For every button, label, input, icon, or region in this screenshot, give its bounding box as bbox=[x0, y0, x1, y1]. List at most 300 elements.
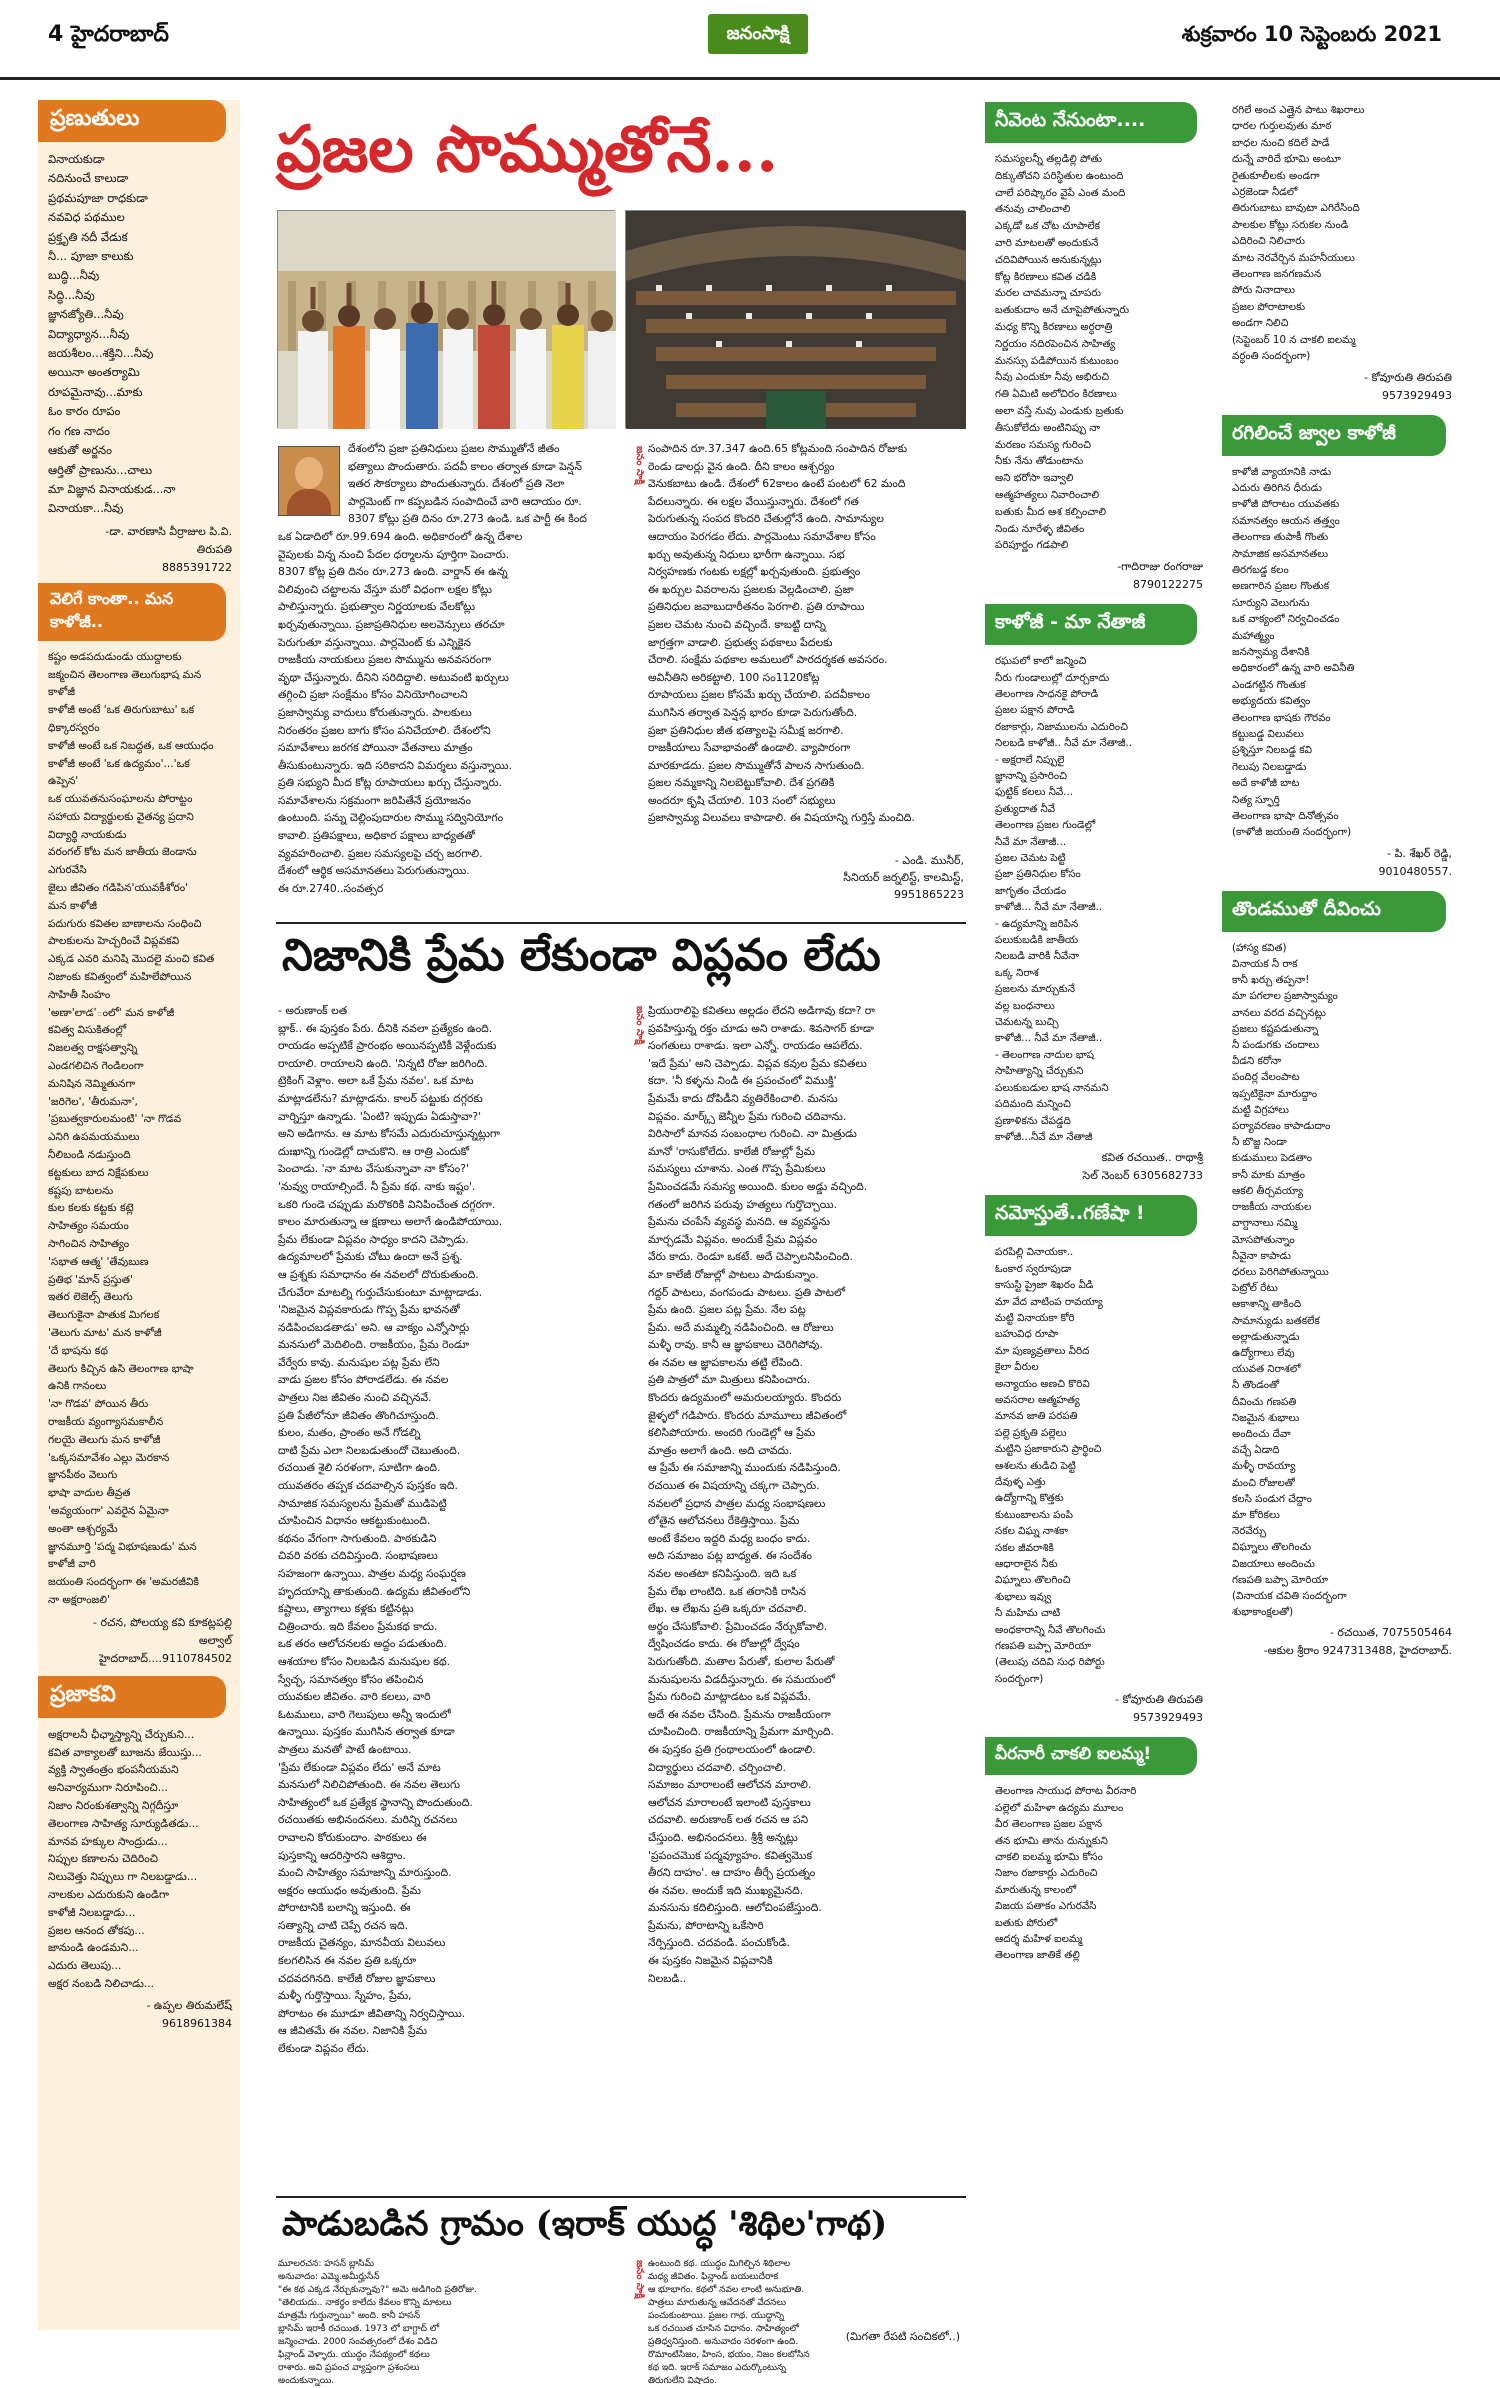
poem-line: 'తెలుగు మాట' మన కాళోజీ bbox=[48, 1327, 162, 1339]
article-line: సంపాదిన రూ.37.347 ఉంది.65 కోట్లమంది సంపాదిన రోజుకు bbox=[648, 442, 908, 455]
article-line: యువతరం తప్పక చదవాల్సిన పుస్తకం ఇది. bbox=[278, 1479, 458, 1493]
article-line: 'నిజమైన విప్లవకారుడు గొప్ప ప్రేమ భావనతో bbox=[278, 1303, 460, 1317]
poem-line: తిరగబడ్డ కలం bbox=[1232, 563, 1289, 576]
poem-line: నిలబడి కాళోజీ.. నీవే మా నేతాజీ.. bbox=[995, 737, 1133, 750]
poem-line: నీవైనా కాపాడు bbox=[1232, 1249, 1291, 1262]
issue-date: శుక్రవారం 10 సెప్టెంబరు 2021 bbox=[1181, 22, 1442, 46]
poem-line: - అక్షరాలే నిప్పులై bbox=[995, 753, 1065, 766]
article-line: చివరి వరకు చదివిస్తుంది. సంభాషణలు bbox=[278, 1549, 438, 1563]
signature-line: -ఆకుల శ్రీరాం 9247313488, హైదరాబాద్. bbox=[1263, 1644, 1452, 1658]
article-line: చేరాలి. సంక్షేమ పథకాల అమలులో పారదర్శకత అవసరం. bbox=[648, 653, 888, 667]
poem-line: తెలంగాణ భాషకు గౌరవం bbox=[1232, 711, 1331, 724]
article-line: ఈ పుస్తకం నిజమైన విప్లవానికి bbox=[648, 1954, 773, 1968]
article-line: 'నువ్వు రాయాల్సిందే. నీ ప్రేమ కథ. నాకు ఇష్టం'. bbox=[278, 1179, 476, 1193]
article-headline: పాడుబడిన గ్రామం (ఇరాక్ యుద్ధ 'శిథిల'గాథ) bbox=[282, 2204, 888, 2244]
signature-line: - కోవూరుతి తిరుపతి bbox=[1364, 370, 1452, 384]
section-heading: వీరనారీ చాకలి ఐలమ్మ! bbox=[985, 1737, 1197, 1775]
poem-line: దిక్కుతోచని పరిస్థితుల ఉంటుంది bbox=[995, 169, 1124, 182]
poem-line: ఎగురవేసి bbox=[48, 864, 87, 877]
article-line: చేస్తుంది. అభినందనలు. శ్రీశ్రీ అన్నట్లు bbox=[648, 1830, 798, 1844]
signature-line: -డా. వారణాసి వీర్రాజుల పి.వి. bbox=[105, 524, 232, 538]
article-line: ప్రేమించడమే సమస్య అయింది. కులం అడ్డు వచ్చింది. bbox=[648, 1179, 868, 1193]
article-signature bbox=[700, 852, 964, 903]
poem-line: సహాయ విద్యార్థులకు వైతన్య ప్రదాని bbox=[48, 810, 194, 823]
article-line: కలగలిసిన ఈ నవల ప్రతి ఒక్కరూ bbox=[278, 1954, 417, 1968]
article-line: ఖర్చవుతున్నాయి. ప్రజాప్రతినిధుల అలవెన్సులు తరచూ bbox=[278, 617, 505, 631]
article-line: ఒక రచయిత చూసిన విధానం. సాహిత్యంలో bbox=[648, 2324, 799, 2334]
poem-line: రూపమైనావు...మాకు bbox=[48, 384, 143, 399]
poem-line: మళ్ళీ రావయ్యా bbox=[1232, 1460, 1296, 1473]
article-line: జాగ్రత్తగా వాడాలి. ప్రభుత్వ పథకాలు పేదలకు bbox=[648, 635, 833, 649]
poem-line: (హాస్య కవిత) bbox=[1232, 941, 1287, 954]
poem-line: బతుకుదాం అనే చూపైపోతున్నారు bbox=[995, 304, 1130, 317]
poem-line: కాళోజీ bbox=[48, 686, 75, 699]
poem-line: మానవ హక్కుల సాంద్రుడు... bbox=[48, 1834, 168, 1848]
poem-line: చదివిపోయిన అనుకున్నట్లు bbox=[995, 253, 1102, 266]
poem-line: గణపతి బప్పా మోరియా bbox=[1232, 1573, 1329, 1586]
poem-line: బహువిధ రూపా bbox=[995, 1328, 1059, 1341]
article-line: 'ప్రపంచమొక పద్మవ్యూహం. కవిత్వమొక bbox=[648, 1848, 813, 1862]
poem-line: నీ పండుగకు చందాలు bbox=[1232, 1039, 1320, 1052]
poem-line: మధ్య కొన్ని కిరణాలు అర్ధరాత్రి bbox=[995, 320, 1113, 333]
poem-line: దున్నే వారిదే భూమి అంటూ bbox=[1232, 153, 1341, 166]
poem-line: సాహిత్యాన్ని చేర్చుకుని bbox=[995, 1065, 1084, 1078]
poem-line: నీ... పూజా కాలుకు bbox=[48, 249, 134, 264]
poem-line: మంచి రోజులతో bbox=[1232, 1476, 1295, 1489]
article-line: కలిసిపోయారు. అందరి గుండెల్లో ఆ ప్రేమ bbox=[648, 1426, 816, 1440]
poem-line: విఘ్నాలు తొలగించు bbox=[1232, 1541, 1312, 1554]
article-line: మాట్లాడలేను? మాట్లాడను. కాలర్ పట్టుకు దగ్గరకు bbox=[278, 1091, 483, 1105]
poem-line: వారి మాటలతో అందుకునే bbox=[995, 236, 1099, 249]
article-line: మా కాలేజీ రోజుల్లో పాటలు పాడుకున్నాం. bbox=[648, 1267, 819, 1281]
poem-line: శుభాలు ఇవ్వు bbox=[995, 1590, 1052, 1603]
poem-signature bbox=[38, 1997, 240, 2033]
poem-line: ఆదర్శ మహిళ ఐలమ్మ bbox=[995, 1932, 1083, 1945]
poem-line: కానీ మాకు మాత్రం bbox=[1232, 1168, 1306, 1181]
poem-line: 'నా గొడవ' పోయిన తీరు bbox=[48, 1398, 149, 1411]
signature-line: తిరుపతి bbox=[196, 542, 232, 556]
poem-body bbox=[985, 1775, 1211, 1967]
poem-line: మా పుణ్యవ్రతాలు వీరిద bbox=[995, 1344, 1090, 1357]
newspaper-logo: జనంసాక్షి bbox=[708, 14, 808, 54]
poem-line: ఎక్కడ ఎవరి మనిషి మొదలై మంచి కవిత bbox=[48, 953, 215, 966]
column-label: జనం సాక్షి bbox=[634, 2260, 645, 2299]
poem-line: తిరుగుబాటు బావుటా ఎగిరేసింది bbox=[1232, 202, 1360, 215]
article-line: చదవాలి. అరుణాంక్ లత రచన ఆ పని bbox=[648, 1813, 809, 1827]
poem-line: నీరు గుండాలుల్లో దూర్చకాదు bbox=[995, 671, 1110, 684]
article-line: ఆదాయం పెరగడం లేదు. పార్లమెంటు సమావేశాల కోసం bbox=[648, 529, 876, 543]
article-line: పెరుగుతూ వస్తున్నాయి. పార్లమెంట్ కు ఎన్నికైన bbox=[278, 635, 471, 649]
poem-line: 'జరిగెల', 'తీరుమనా', bbox=[48, 1095, 138, 1108]
article-line: విరిసాలో మానవ సంబంధాల గురించి. నా మిత్రుడు bbox=[648, 1127, 857, 1141]
column-label: జనం సాక్షి bbox=[634, 1006, 645, 1045]
article-line: చిత్రించారు. ఇది కేవలం ప్రేమకథ కాదు. bbox=[278, 1619, 438, 1633]
poem-line: అధికారంలో ఉన్న వారి అవినీతి bbox=[1232, 662, 1355, 675]
article-line: సాహిత్యంలో ఒక ప్రత్యేక స్థానాన్ని పొందుతుంది. bbox=[278, 1795, 473, 1809]
poem-line: అక్షరాలనీ ఛీఛ్మాస్త్యాన్ని చేర్చుకుని... bbox=[48, 1727, 195, 1741]
poem-line: తెలంగాణ జాతికే తల్లి bbox=[995, 1949, 1080, 1962]
poem-line: ఇతర లెజెల్స్ తెలుగు bbox=[48, 1291, 133, 1304]
poem-line: ఎదురు తిరిగిన ధీరుడు bbox=[1232, 481, 1322, 494]
article-line: ప్రేమ లేకుండా విప్లవం సాధ్యం కాదని చెప్పాడు. bbox=[278, 1232, 469, 1246]
poem-line: 'ప్రబుత్వకారులమంటి' 'నా గొడవ bbox=[48, 1113, 182, 1126]
article-line: చూపించింది. రాజకీయాన్ని ప్రేమగా మార్చింది. bbox=[648, 1725, 834, 1739]
parliament-photo bbox=[277, 210, 615, 428]
poem-line: నిర్ణయం నదిరపెంచిన సాహిత్య bbox=[995, 337, 1116, 350]
poem-body bbox=[985, 1236, 1211, 1691]
poem-line: అంధకారాన్ని నీవే తొలగించు bbox=[995, 1623, 1106, 1636]
article-line: రెండు డాలర్లు వైన ఉంది. దీని కాలం ఆశ్చర్యం bbox=[648, 459, 835, 473]
poem-line: ఉద్యోగాలు లేవు bbox=[1232, 1346, 1295, 1359]
article-line: మాత్రమే గుర్తున్నాయి" అంది. కానీ హసన్ bbox=[278, 2311, 421, 2321]
poem-line: రఘపలో కాలో జన్మించి bbox=[995, 655, 1087, 668]
article-line: దుఃఖాన్ని గుండెల్లో దాచుకొని. ఆ రాత్రి ఎందుకో bbox=[278, 1144, 470, 1158]
poem-line: నిజమైన శుభాలు bbox=[1232, 1411, 1300, 1424]
article-line: కదా. 'నీ కళ్ళను నిండి ఈ ప్రపంచంలో విముక్తి' bbox=[648, 1074, 837, 1088]
poem-line: సామాన్యుడు బతకలేక bbox=[1232, 1314, 1320, 1327]
article-line: ప్రేమమే కాదు దోపిడీని వ్యతిరేకించాలి. మనసు bbox=[648, 1091, 838, 1105]
poem-line: ఎండగలిచిన గెండిలంగా bbox=[48, 1060, 144, 1073]
article-line: పాలిస్తున్నారు. ప్రభుత్వాల నిర్ణయాలకు వేలకోట్లు bbox=[278, 600, 476, 614]
poem-body bbox=[38, 1718, 240, 1997]
poem-line: నిజాం రజాకార్లు ఎదురించి bbox=[995, 1867, 1098, 1880]
poem-line: గణపతి బప్పా మోరియా bbox=[995, 1640, 1092, 1653]
right-column-1 bbox=[985, 102, 1211, 2330]
article-line: పాత్రలు మనతో పాటే ఉంటాయి. bbox=[278, 1742, 412, 1756]
article-line: లేకుండా విప్లవం లేదు. bbox=[278, 2042, 370, 2056]
poem-line: మా కోరికలు bbox=[1232, 1508, 1280, 1521]
signature-line: - రచన, పోలయ్య కవి కూకట్లపల్లి bbox=[93, 1615, 232, 1629]
article-line: పాత్రలు మారుతున్న ఆవేదనతో వేదనలు bbox=[648, 2298, 786, 2308]
poem-line: 'దే భాషను కథ bbox=[48, 1344, 108, 1357]
poem-body bbox=[985, 645, 1211, 1149]
poem-line: మట్టిని ప్రజాకారుని ప్రార్థించి bbox=[995, 1443, 1102, 1456]
section-heading: నీవెంట నేనుంటా.... bbox=[985, 102, 1197, 143]
poem-line: ఎక్కడో ఒక చోట చూపాలేక bbox=[995, 220, 1101, 233]
poem-line: తెలంగాణ జనగణమన bbox=[1232, 268, 1322, 281]
poem-line: ప్రత్యుదాత నీవే bbox=[995, 802, 1056, 815]
poem-line: నవవిధ పథముల bbox=[48, 210, 125, 225]
section-heading: వెలిగే కాంతా.. మన కాళోజీ.. bbox=[38, 583, 226, 641]
poem-line: దేవుళ్ళ ఎత్తు bbox=[995, 1476, 1046, 1488]
article-headline: ప్రజల సొమ్ముతోనే... bbox=[276, 112, 779, 187]
article-line: కథనం వేగంగా సాగుతుంది. పాఠకుడిని bbox=[278, 1531, 437, 1545]
poem-line: తెలంగాణ సాధనకై పోరాడి bbox=[995, 687, 1099, 700]
poem-line: సమస్యలన్నీ తల్లడిల్లి పోతు bbox=[995, 153, 1103, 165]
article-line: కష్టాలు, త్యాగాలు కళ్లకు కట్టినట్లు bbox=[278, 1602, 414, 1616]
article-line: ఆ భూభాగం. కథలో నవల లాంటి అనుభూతి. bbox=[648, 2285, 805, 2295]
poem-line: నిత్య స్ఫూర్తి bbox=[1232, 793, 1280, 806]
poem-line: ఆర్తితో ప్రాణును...చాలు bbox=[48, 462, 153, 477]
article-line: మార్చడమే విప్లవం. అందుకే ప్రేమ విప్లవం bbox=[648, 1232, 818, 1246]
article-line: ఆ ప్రశ్నకు సమాధానం ఈ నవలలో దొరుకుతుంది. bbox=[278, 1267, 479, 1281]
article-line: పెరుగుతోంది. మతాల పేరుతో, కులాల పేరుతో bbox=[648, 1654, 835, 1668]
article-line: ఈ రూ.2740..సంవత్సర bbox=[278, 881, 384, 895]
signature-line: - కోవూరుతి తిరుపతి bbox=[1115, 1693, 1203, 1707]
poem-line: ధిక్కారస్వరం bbox=[48, 721, 100, 734]
poem-line: ఒక్క నిరాశ bbox=[995, 966, 1039, 979]
poem-line: వినాయక నీ రాక bbox=[1232, 958, 1298, 971]
signature-line: 9010480557. bbox=[1378, 864, 1452, 878]
poem-line: పర్యావరణం కాపాడుదాం bbox=[1232, 1120, 1331, 1133]
article-line: నిరంతరం ప్రజల బాగు కోసం పనిచేయాలి. దేశంలోని bbox=[278, 723, 491, 737]
poem-line: సందర్భంగా) bbox=[995, 1672, 1044, 1685]
poem-line: (తెలుపు చదివి సుధ రిపోర్టు bbox=[995, 1656, 1105, 1669]
poem-line: పాలకులను హెచ్చరించే విప్లవకవి bbox=[48, 935, 180, 948]
poem-line: ఎర్రజెండా నీడలో bbox=[1232, 186, 1298, 199]
article-line: మారకూడదు. ప్రజల సొమ్ముతోనే పాలన సాగుతుంది. bbox=[648, 758, 865, 772]
article-line: మాత్రం అలాగే ఉంది. అది చావదు. bbox=[648, 1443, 793, 1457]
poem-line: చాలే పరిష్కారం వైపే ఎంత మంది bbox=[995, 186, 1126, 199]
poem-body bbox=[1222, 102, 1460, 369]
article-line: ప్రతి పాత్రలో మా మిత్రులు కనిపించారు. bbox=[648, 1373, 811, 1387]
poem-line: పల్లె ప్రకృతి పల్లెలు bbox=[995, 1426, 1067, 1439]
poem-line: మా వేద వాటింప రావయ్యా bbox=[995, 1295, 1103, 1308]
poem-line: పరిపూర్ణం గడపాలి bbox=[995, 539, 1069, 552]
article-line: పార్లమెంట్ గా కప్పబడిన సంపాదించే వారి ఆదాయం రూ. bbox=[348, 494, 582, 508]
article-line: ఖర్చు అవుతున్న నిధులు భారీగా ఉన్నాయి. సభ bbox=[648, 547, 845, 561]
poem-line: రజాకార్లు, నిజాములను ఎదురించి bbox=[995, 720, 1128, 733]
article-line: వైపులకు విన్న నుంచి పేదల ధర్మాలను పూర్తిగా పెంచారు. bbox=[278, 547, 510, 561]
poem-line: కోట్ల కిరణాలు కవిత చడికి bbox=[995, 270, 1097, 283]
poem-line: తనువు చాలించాలి bbox=[995, 203, 1071, 216]
article-line: సంగతులు రాశాడు. ఇలా ఎన్నో. రాయడం ఆపలేదు. bbox=[648, 1039, 863, 1053]
poem-line: జయంతి సందర్భంగా ఈ 'అమరజీవికి bbox=[48, 1576, 199, 1589]
poem-line: రాజకీయ వ్యంగ్యాసమకాలీన bbox=[48, 1415, 164, 1428]
article-line: రాయాలి. రాయాలని ఉంది. 'నిన్నటి రోజు జరిగింది. bbox=[278, 1056, 488, 1070]
article-line: ఫిన్లాండ్ వెళ్ళారు. యుద్ధం నేపథ్యంలో కథలు bbox=[278, 2350, 430, 2360]
poem-line: ఉనికి గానంలు bbox=[48, 1380, 107, 1393]
article-line: దేశంలోని ప్రజా ప్రతినిధులు ప్రజల సొమ్ముతోనే జీతం bbox=[348, 442, 560, 455]
poem-line: కుడుములు పెడతాం bbox=[1232, 1152, 1313, 1165]
poem-line: ఎనిగి ఉపమయములు bbox=[48, 1131, 140, 1144]
article-line: నవల అంతటా కనిపిస్తుంది. ఇది ఒక bbox=[648, 1567, 797, 1580]
section-heading: కాళోజీ - మా నేతాజీ bbox=[985, 604, 1197, 645]
continued-note: (మిగతా రేపటి సంచికలో..) bbox=[845, 2330, 960, 2343]
poem-body bbox=[1222, 456, 1460, 845]
article-line: పోరాటానికి బలాన్ని ఇస్తుంది. ఈ bbox=[278, 1901, 411, 1915]
poem-line: తన భూమి తాను దున్నుకుని bbox=[995, 1834, 1108, 1847]
signature-line: సీనియర్ జర్నలిస్ట్, కాలమిస్ట్, bbox=[843, 871, 964, 884]
poem-line: సాహిత్యం సమయం bbox=[48, 1220, 129, 1233]
article-line: తీసుకుంటున్నారు. ఇది సరికాదని విమర్శలు వస్తున్నాయి. bbox=[278, 758, 513, 772]
article-line: రచయితకు అభినందనలు. మరిన్ని రచనలు bbox=[278, 1813, 458, 1827]
poem-body bbox=[1222, 932, 1460, 1625]
poem-line: - తెలంగాణ నాదుల భాష bbox=[995, 1048, 1094, 1061]
poem-line: రైతుకూలీలకు అండగా bbox=[1232, 169, 1320, 182]
signature-line: -గాదిరాజు రంగరాజు bbox=[1117, 560, 1203, 574]
article-line: ప్రతిధ్వనిస్తుంది. అనువాదం సరళంగా ఉంది. bbox=[648, 2337, 799, 2347]
article-line: ఈ నవల. అందుకే ఇది ముఖ్యమైనది. bbox=[648, 1883, 804, 1897]
article-line: జన్మించాడు. 2000 సంవత్సరంలో దేశం విడిచి bbox=[278, 2337, 438, 2347]
poem-line: పందిర్ల వేలంపాట bbox=[1232, 1071, 1300, 1084]
left-column bbox=[38, 100, 240, 2330]
article-line: ఆశయాల కోసం నిలబడిన మనుషుల కథ. bbox=[278, 1654, 451, 1668]
poem-signature bbox=[985, 558, 1211, 594]
poem-line: జ్ఞానమూర్తి 'పద్మ విభూషణుడు' మన bbox=[48, 1540, 197, 1553]
poem-signature bbox=[1222, 369, 1460, 405]
article-line: ఆ ప్రేమే ఈ సమాజాన్ని ముందుకు నడిపిస్తుంది. bbox=[648, 1461, 841, 1475]
poem-line: వినాయకా...నీవు bbox=[48, 501, 124, 516]
poem-line: కానీ ఖర్చు తప్పనా! bbox=[1232, 974, 1310, 987]
article-line: అంటే కేవలం ఇద్దరి మధ్య బంధం కాదు. bbox=[648, 1531, 811, 1545]
poem-line: పల్లెలో మహిళా ఉద్యమ మూలం bbox=[995, 1801, 1124, 1814]
poem-line: నిలబడి వారికి నీవేనా bbox=[995, 950, 1079, 963]
poem-line: ఒక యువతనుసంఘాలను పోరాట్టం bbox=[48, 793, 193, 806]
article-line: రాజకీయ నాయకులు ప్రజల సొమ్మును అనవసరంగా bbox=[278, 653, 492, 667]
poem-line: వచ్చే ఏడాది bbox=[1232, 1444, 1280, 1457]
article-line: ట్రెకింగ్ వెళ్లాం. అలా ఒకే ప్రేమ నవల'. ఒక మాట bbox=[278, 1074, 474, 1088]
article-line: ఒక తరం ఆలోచనలకు అద్దం పడుతుంది. bbox=[278, 1637, 447, 1651]
article-line: ప్రతి సభ్యుని మీద కోట్ల రూపాయలు ఖర్చు చేస్తున్నారు. bbox=[278, 776, 503, 790]
article-line: ఈ పుస్తకం ప్రతి గ్రంథాలయంలో ఉండాలి. bbox=[648, 1742, 816, 1756]
poem-line: జాగృతం చేయడం bbox=[995, 884, 1067, 897]
poem-line: మట్టి వినాయకా కోరి bbox=[995, 1311, 1075, 1324]
poem-line: అందించు దేవా bbox=[1232, 1427, 1291, 1440]
article-line: విలివుంచి చట్టాలను వేస్తూ మరో విధంగా లక్షల కోట్లు bbox=[278, 582, 492, 596]
article-line: ప్రేమ. అదే మమ్మల్ని నడిపించింది. ఆ రోజులు bbox=[648, 1320, 834, 1334]
article-line: స్వేచ్ఛ, సమానత్వం కోసం తపించిన bbox=[278, 1672, 424, 1686]
poem-line: ధరలు పెరిగిపోతున్నాయి bbox=[1232, 1265, 1329, 1278]
article-body bbox=[648, 440, 966, 840]
article-line: కులం, మతం, ప్రాంతం అనే గోడల్ని bbox=[278, 1426, 421, 1440]
poem-line: ప్రజల ఆనంద తోకపు... bbox=[48, 1923, 145, 1937]
poem-line: ధారల గుర్తులవుతు మాఠ bbox=[1232, 120, 1332, 133]
poem-line: వర్ధంతి సందర్భంగా) bbox=[1232, 350, 1311, 363]
article-line: వ్యవహరించాలి. ప్రజల సమస్యలపై చర్చ జరగాలి. bbox=[278, 846, 483, 860]
poem-line: జ్ఞానజ్యోతి...నీవు bbox=[48, 307, 124, 322]
article-line: ఉద్యమాలలో ప్రేమకు చోటు ఉందా అనే ప్రశ్న. bbox=[278, 1250, 463, 1264]
article-line: ఉంటుంది. పన్ను చెల్లింపుదారుల సొమ్ము సద్వినియోగం bbox=[278, 811, 504, 825]
poem-signature bbox=[1222, 845, 1460, 881]
poem-line: నాలకుల ఎదురుకుని ఉండిగా bbox=[48, 1887, 169, 1901]
poem-line: సాగించిన సాహిత్యం bbox=[48, 1238, 130, 1251]
poem-line: జ్ఞానాన్ని ప్రసారించి bbox=[995, 769, 1067, 782]
poem-line: జానుండి ఉండమని... bbox=[48, 1941, 139, 1955]
article-line: రాశారు. అవి ప్రపంచ వ్యాప్తంగా ప్రశంసలు bbox=[278, 2363, 420, 2373]
article-line: ప్రజా ప్రతినిధుల జీత భత్యాలపై సమీక్ష జరగాలి. bbox=[648, 723, 844, 737]
article-line: రాజకీయ చైతన్యం, మానవీయ విలువలు bbox=[278, 1936, 446, 1950]
poem-line: వల్ల బంధనాలు bbox=[995, 999, 1055, 1012]
article-line: 'ప్రేమ లేకుండా విప్లవం లేదు' అనే మాట bbox=[278, 1760, 441, 1774]
article-line: అందుకున్నాయి. bbox=[278, 2376, 335, 2386]
signature-line: 8885391722 bbox=[162, 560, 232, 574]
article-body bbox=[278, 440, 618, 910]
article-line: లోతైన ఆలోచనలు రేకెత్తిస్తాయి. ప్రేమ bbox=[648, 1514, 800, 1528]
article-line: అదే ఈ నవల చేసింది. ప్రేమను రాజకీయంగా bbox=[648, 1707, 831, 1721]
poem-line: పదిమంది మన్నించి bbox=[995, 1098, 1071, 1111]
poem-line: కవిత వాక్యాలతో బూజను జేయిస్తు... bbox=[48, 1745, 202, 1759]
poem-line: గెలుపు నిలబడ్డాడు bbox=[1232, 760, 1307, 773]
poem-line: మా విజ్ఞాన వినాయకుడ...నా bbox=[48, 481, 176, 496]
poem-line: భాషా వాదుల తీవ్రత bbox=[48, 1487, 131, 1500]
article-line: 8307 కోట్ల ప్రతి దినం రూ.273 ఉంది. వార్డాన్ ఈ ఉన్న bbox=[278, 565, 508, 579]
poem-line: వీడని కరోనా bbox=[1232, 1055, 1282, 1068]
poem-line: జైలు జీవితం గడిపిన'యువకీశోరం' bbox=[48, 882, 189, 895]
poem-line: కాసుస్టి ప్రైజా శిఖరం వీడి bbox=[995, 1279, 1094, 1292]
signature-line: హైదరాబాద్....9110784502 bbox=[99, 1651, 232, 1665]
signature-line: - రచయిత, 7075505464 bbox=[1329, 1626, 1452, 1640]
right-column-2 bbox=[1222, 102, 1460, 2330]
poem-signature bbox=[985, 1149, 1211, 1185]
poem-line: సూర్యుని వెలుగును bbox=[1232, 596, 1310, 609]
poem-line: ప్రణాళికను చేపడ్డది bbox=[995, 1114, 1071, 1127]
article-line: వృథా చేస్తున్నారు. దీనిని సరిదిద్దాలి. అటువంటి ఖర్చులు bbox=[278, 670, 509, 684]
page-header bbox=[0, 0, 1500, 80]
poem-line: కాళోజీ పోరాటం యువతకు bbox=[1232, 498, 1340, 511]
article-line: పోరాటం ఈ మూడూ జీవితాన్ని నిర్వచిస్తాయి. bbox=[278, 2006, 466, 2020]
poem-line: ఓంకార స్వరూపుడా bbox=[995, 1262, 1072, 1275]
article-line: లేఖ. ఆ లేఖను ప్రతి ఒక్కరూ చదవాలి. bbox=[648, 1602, 807, 1616]
poem-line: యువత నిరాశలో bbox=[1232, 1363, 1301, 1376]
poem-line: వరంగల్ కోట మన జాతీయ జెండాను bbox=[48, 846, 197, 859]
poem-line: కష్టం అడపదుడుండు యుద్దాలకు bbox=[48, 650, 182, 663]
article-line: వేర్వేరు కావు. మనుషుల పట్ల ప్రేమ లేని bbox=[278, 1355, 440, 1369]
poem-line: అల్లాడుతున్నాడు bbox=[1232, 1330, 1300, 1343]
poem-line: నిజాం నిరంకుశత్వాన్ని నిగ్గదీస్తూ bbox=[48, 1798, 179, 1812]
article-line: ఒకరి గుండె చప్పుడు మరొకరికి వినిపించేంత దగ్గరగా. bbox=[278, 1197, 496, 1211]
article-line: "ఈ కథ ఎక్కడ నేర్చుకున్నావు?" అమె అడిగింది ప్రతిరోజు. bbox=[278, 2285, 477, 2295]
article-line: అందరూ కృషి చేయాలి. 103 సంలో సభ్యులు bbox=[648, 793, 836, 807]
signature-line: 9618961384 bbox=[162, 2016, 232, 2030]
poem-line: ప్రజలు కష్టపడుతున్నా bbox=[1232, 1022, 1319, 1035]
article-line: కావాలి. ప్రతిపక్షాలు, అధికార పక్షాలు బాధ్యతతో bbox=[278, 829, 475, 843]
article-line: "తెలియదు.. నాకర్థం కాలేదు కేవలం కొన్ని మాటలు bbox=[278, 2298, 452, 2308]
article-line: మూలరచన: హసన్ బ్లాసిమ్ bbox=[278, 2259, 375, 2269]
poem-body bbox=[38, 142, 240, 523]
poem-line: నీ బొజ్జ నిండా bbox=[1232, 1136, 1287, 1149]
poem-line: అనివార్యముగా నిరూపించి... bbox=[48, 1781, 168, 1795]
article-headline: నిజానికి ప్రేమ లేకుండా విప్లవం లేదు bbox=[282, 930, 881, 981]
poem-line: మాట నెరవేర్చిన మహనీయులు bbox=[1232, 251, 1355, 264]
poem-line: ప్రథమపూజా రాధకుడా bbox=[48, 190, 148, 205]
poem-line: చెమటన్న బుచ్చి bbox=[995, 1016, 1059, 1029]
article-line: సమాజం మారాలంటే ఆలోచన మారాలి. bbox=[648, 1778, 812, 1792]
signature-line: కవిత రచయిత.. రాథాశ్రీ bbox=[1101, 1151, 1203, 1165]
poem-line: 'సభాత ఆత్మ' 'తేవుబుణ bbox=[48, 1255, 149, 1268]
article-line: ఆ జీవితమే ఈ నవల. నిజానికి ప్రేమ bbox=[278, 2024, 428, 2038]
poem-line: మనిషిన నెమ్మితునగా bbox=[48, 1077, 136, 1090]
poem-line: ప్రజల చెమట పెట్టి bbox=[995, 852, 1066, 864]
article-line: అనువాదం: ఎమ్మె.అమీర్హుసేన్ bbox=[278, 2272, 380, 2282]
divider bbox=[276, 922, 966, 924]
poem-line: నీవే మా నేతాజీ... bbox=[995, 835, 1067, 848]
article-line: సత్యాన్ని చాటి చెప్పే రచన ఇది. bbox=[278, 1918, 409, 1932]
poem-line: కట్టుబడ్డ విలువలు bbox=[1232, 728, 1304, 740]
article-line: సహజంగా ఉన్నాయి. పాత్రల మధ్య సంఘర్షణ bbox=[278, 1567, 466, 1580]
article-line: కాలం మారుతున్నా ఆ క్షణాలు అలాగే ఉండిపోయాయి. bbox=[278, 1215, 503, 1229]
poem-line: గతి ఏమిటి అలోచిరం కిరణాలు bbox=[995, 388, 1117, 401]
article-line: సమావేశాలు జరగక పోయినా వేతనాలు మాత్రం bbox=[278, 741, 473, 755]
poem-line: ఆకుతో అర్జనం bbox=[48, 443, 112, 458]
section-heading: తొండముతో దీవించు bbox=[1222, 891, 1446, 932]
signature-line: 9951865223 bbox=[894, 888, 964, 901]
poem-line: కాళోజీ... నీవే మా నేతాజీ.. bbox=[995, 901, 1103, 914]
poem-line: బాధల నుంచి కదిలే పాడే bbox=[1232, 136, 1330, 149]
poem-line: నీలిబండి నడుస్తుంది bbox=[48, 1149, 131, 1162]
article-line: ఈ నవల ఆ జ్ఞాపకాలను తట్టి లేపింది. bbox=[648, 1355, 803, 1369]
article-line: వాడు ప్రజల కోసం పోరాడలేడు. ఈ నవల bbox=[278, 1373, 449, 1387]
article-line: మనసులో నిలిచిపోతుంది. ఈ నవల తెలుగు bbox=[278, 1778, 461, 1792]
poem-line: అదే కాళోజీ బాట bbox=[1232, 777, 1300, 790]
poem-body bbox=[985, 143, 1211, 558]
poem-line: బుద్ధి...నీవు bbox=[48, 268, 100, 283]
poem-line: కాళోజీ వారి bbox=[48, 1558, 96, 1571]
article-line: రూపాయలు ప్రజల కోసమే ఖర్చు చేయాలి. పదవీకాలం bbox=[648, 688, 870, 702]
poem-line: విజయ పతాకం ఎగురవేసి bbox=[995, 1900, 1097, 1913]
article-line: వేరు కాదు. రెండూ ఒకటే. అదే చెప్పాలనిపించింది. bbox=[648, 1250, 853, 1264]
divider bbox=[276, 2196, 966, 2198]
